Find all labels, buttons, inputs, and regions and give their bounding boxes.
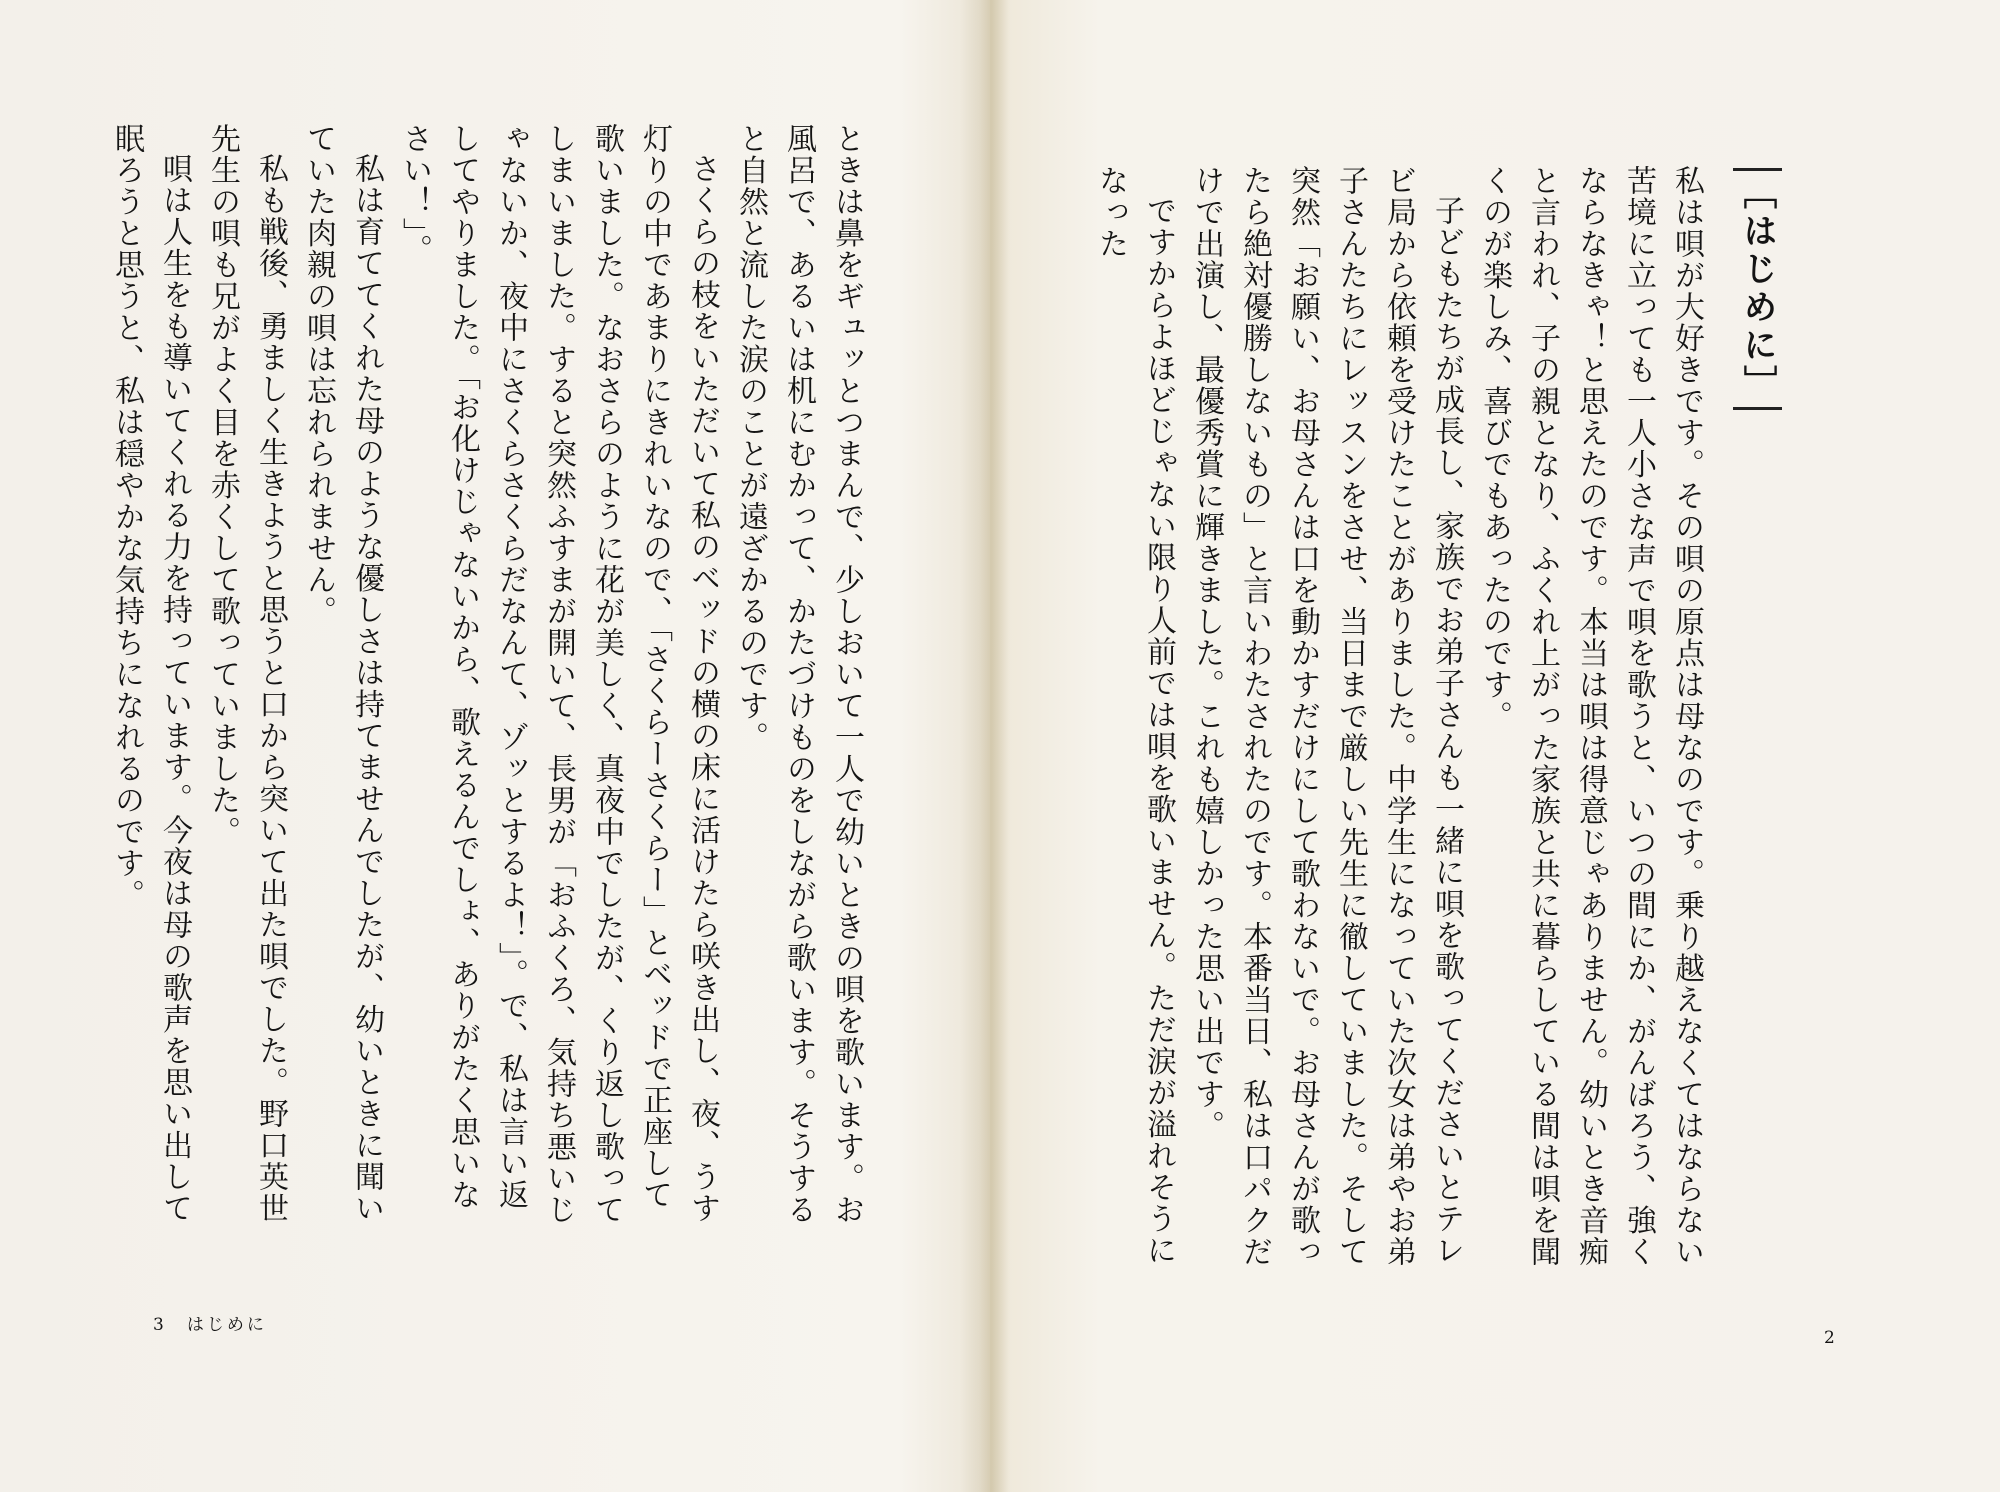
paragraph: ときは鼻をギュッとつまんで、少しおいて一人で幼いときの唄を歌います。お風呂で、あるいは机にむかって、かたづけものをしながら歌います。そうすると自然と流した涙のことが遠ざかるのです。	[733, 123, 864, 1226]
paragraph: 私は育ててくれた母のような優しさは持てませんでしたが、幼いときに聞いていた肉親の唄は忘れられません。	[301, 123, 384, 1224]
running-footer-left: 3 はじめに	[153, 1315, 267, 1335]
right-page-body	[1086, 165, 1710, 1275]
page-number-right: 2	[1824, 1328, 1838, 1348]
paragraph: 私は唄が大好きです。その唄の原点は母なのです。乗り越えなくてはならない苦境に立っても一人小さな声で唄を歌うと、いつの間にか、がんばろう、強くならなきゃ！と思えたのです。本当は唄は得意じゃありません。幼いとき音痴と言われ、子の親となり、ふくれ上がった家族と共に暮らしている間は唄を聞くのが楽しみ、喜びでもあったのです。	[1477, 165, 1704, 1268]
paragraph: ですからよほどじゃない限り人前では唄を歌いません。ただ涙が溢れそうになった	[1093, 165, 1176, 1266]
paragraph: 私も戦後、勇ましく生きようと思うと口から突いて出た唄でした。野口英世先生の唄も兄がよく目を赤くして歌っていました。	[205, 123, 288, 1224]
paragraph: さくらの枝をいただいて私のベッドの横の床に活けたら咲き出し、夜、うす灯りの中であまりにきれいなので、「さくらーさくらー」とベッドで正座して歌いました。なおさらのように花が美しく、真夜中でしたが、くり返し歌ってしまいました。すると突然ふすまが開いて、長男が「おふくろ、気持ち悪いじゃないか、夜中にさくらさくらだなんて、ゾッとするよ！」。で、私は言い返してやりました。「お化けじゃないから、歌えるんでしょ、ありがたく思いなさい！」。	[397, 123, 720, 1226]
page-left	[0, 0, 995, 1492]
page-right	[995, 0, 2000, 1492]
left-page-body	[102, 123, 870, 1233]
chapter-heading: ［はじめに］	[1733, 168, 1782, 410]
paragraph: 唄は人生をも導いてくれる力を持っています。今夜は母の歌声を思い出して眠ろうと思うと、私は穏やかな気持ちになれるのです。	[109, 123, 192, 1224]
paragraph: 子どもたちが成長し、家族でお弟子さんも一緒に唄を歌ってくださいとテレビ局から依頼を受けたことがありました。中学生になっていた次女は弟やお弟子さんたちにレッスンをさせ、当日まで厳しい先生に徹していました。そして突然「お願い、お母さんは口を動かすだけにして歌わないで。お母さんが歌ったら絶対優勝しないもの」と言いわたされたのです。本番当日、私は口パクだけで出演し、最優秀賞に輝きました。これも嬉しかった思い出です。	[1189, 165, 1464, 1268]
